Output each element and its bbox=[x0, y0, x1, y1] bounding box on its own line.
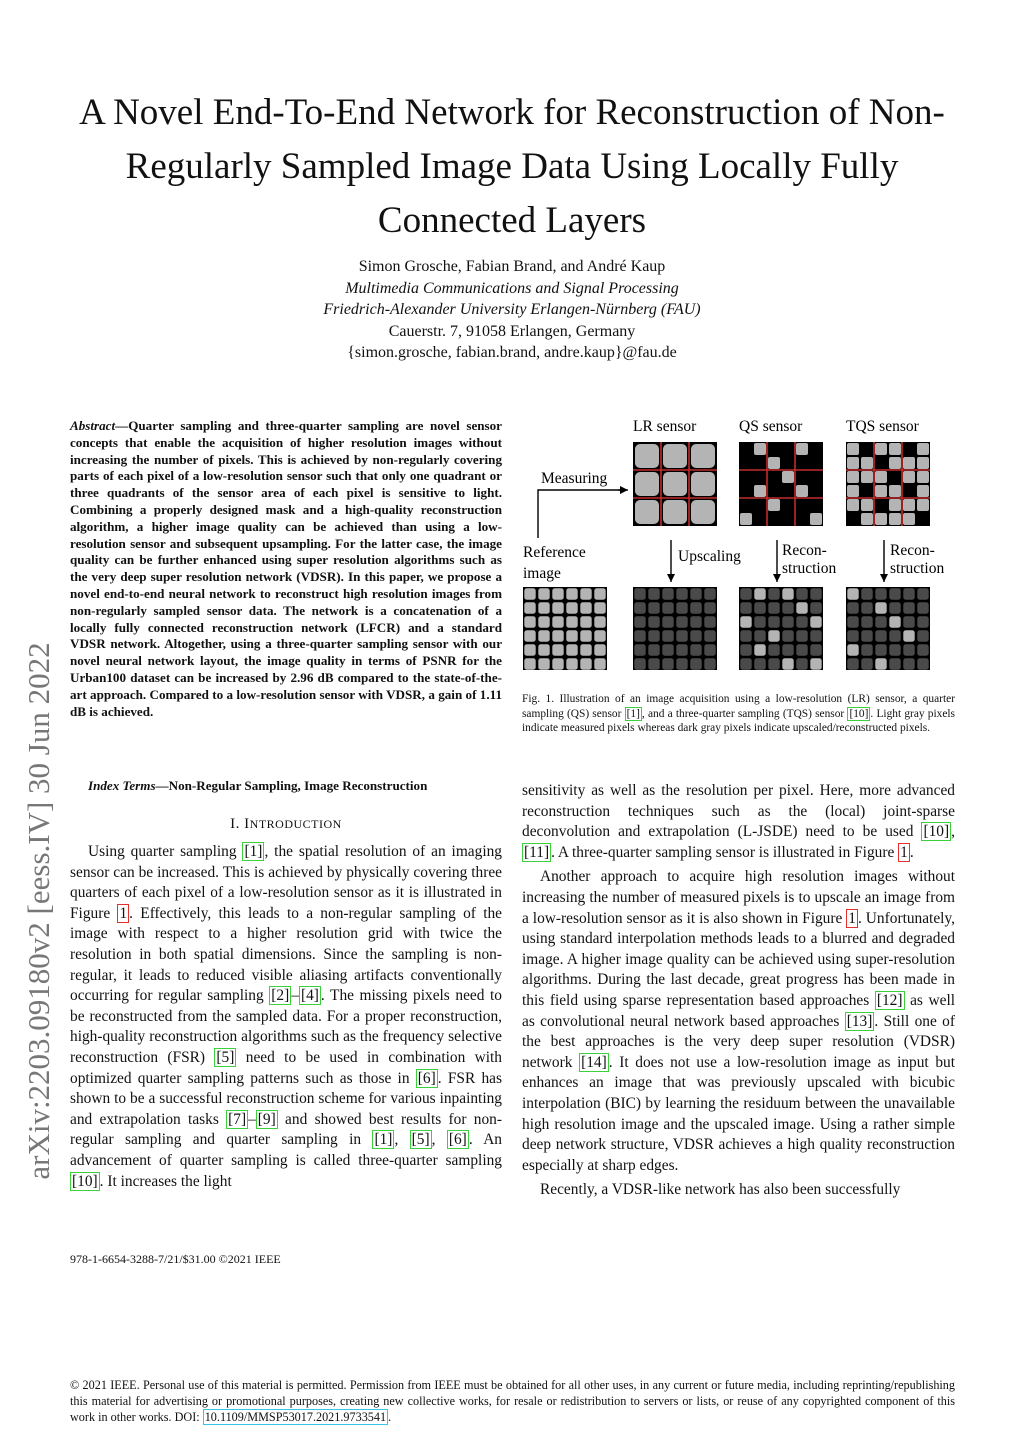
reconstruction-arrow-tqs-head bbox=[880, 574, 888, 582]
sensor-quadrant bbox=[754, 443, 766, 455]
lr-pixel bbox=[663, 444, 687, 468]
sensor-quadrant bbox=[847, 457, 859, 469]
output-pixel bbox=[810, 602, 821, 613]
output-pixel bbox=[796, 658, 807, 669]
doi-link[interactable]: 10.1109/MMSP53017.2021.9733541 bbox=[204, 1409, 387, 1424]
output-pixel bbox=[580, 616, 591, 627]
label-upscaling: Upscaling bbox=[678, 548, 741, 565]
sensor-quadrant bbox=[917, 485, 929, 497]
sensor-quadrant bbox=[847, 499, 859, 511]
output-pixel bbox=[754, 588, 765, 599]
sensor-quadrant bbox=[810, 513, 822, 525]
sensor-quadrant bbox=[875, 485, 887, 497]
output-pixel bbox=[594, 588, 605, 599]
output-pixel bbox=[648, 616, 659, 627]
output-pixel bbox=[740, 644, 751, 655]
output-pixel bbox=[704, 602, 715, 613]
output-pixel bbox=[566, 588, 577, 599]
output-pixel bbox=[768, 616, 779, 627]
output-pixel bbox=[662, 630, 673, 641]
output-pixel bbox=[740, 630, 751, 641]
label-reference-line1: Reference bbox=[523, 544, 586, 561]
output-pixel bbox=[768, 644, 779, 655]
output-pixel bbox=[810, 616, 821, 627]
output-pixel bbox=[782, 658, 793, 669]
output-pixel bbox=[704, 616, 715, 627]
output-pixel bbox=[634, 644, 645, 655]
output-pixel bbox=[917, 658, 928, 669]
output-pixel bbox=[740, 602, 751, 613]
output-pixel bbox=[634, 630, 645, 641]
output-pixel bbox=[847, 602, 858, 613]
output-pixel bbox=[704, 630, 715, 641]
output-pixel bbox=[796, 588, 807, 599]
lr-pixel bbox=[663, 472, 687, 496]
label-reconstruction-tqs-line1: Recon- bbox=[890, 542, 935, 559]
output-pixel bbox=[903, 658, 914, 669]
output-pixel bbox=[594, 644, 605, 655]
output-pixel bbox=[861, 588, 872, 599]
output-pixel bbox=[903, 630, 914, 641]
output-pixel bbox=[524, 658, 535, 669]
lr-pixel bbox=[635, 444, 659, 468]
output-pixel bbox=[847, 644, 858, 655]
output-pixel bbox=[552, 616, 563, 627]
sensor-quadrant bbox=[796, 485, 808, 497]
output-pixel bbox=[690, 630, 701, 641]
abstract-text: —Quarter sampling and three-quarter sampling are novel sensor concepts that enable the acquisition of higher resolution images without increasing the number of pixels. This is achieved by non-regularly covering parts of each pixel of a low-resolution sensor such that only one quadrant or three quadrants of the sensor area of each pixel is sensitive to light. Combining a properly designed mask and a high-quality reconstruction algorithm, a higher image quality can be achieved than using a low-resolution sensor and subsequent upsampling. For the latter case, the image quality can be further enhanced using super resolution algorithms such as the very deep super resolution network (VDSR). In this paper, we propose a novel end-to-end neural network to reconstruct high resolution images from non-regularly sampled sensor data. The network is a concatenation of a locally fully connected reconstruction network (LFCR) and a standard VDSR network. Altogether, using a three-quarter sampling sensor with our novel neural network layout, the image quality in terms of PSNR for the Urban100 dataset can be increased by 2.96 dB compared to the state-of-the-art approach. Compared to a low-resolution sensor with VDSR, a gain of 1.11 dB is achieved. bbox=[70, 418, 502, 719]
citation-link[interactable]: [11] bbox=[524, 843, 550, 861]
output-pixel bbox=[782, 616, 793, 627]
output-pixel bbox=[594, 602, 605, 613]
output-pixel bbox=[594, 616, 605, 627]
output-pixel bbox=[782, 644, 793, 655]
output-pixel bbox=[538, 602, 549, 613]
output-pixel bbox=[754, 658, 765, 669]
figure-1 bbox=[518, 410, 958, 670]
label-lr-sensor: LR sensor bbox=[633, 418, 697, 435]
section-title-rest: NTRODUCTION bbox=[249, 817, 342, 831]
output-pixel bbox=[704, 658, 715, 669]
author-block bbox=[60, 256, 964, 364]
output-pixel bbox=[648, 630, 659, 641]
output-pixel bbox=[662, 644, 673, 655]
citation-link[interactable]: [12] bbox=[876, 991, 903, 1009]
output-pixel bbox=[754, 644, 765, 655]
output-pixel bbox=[580, 588, 591, 599]
output-grid-panel bbox=[739, 587, 823, 670]
output-pixel bbox=[768, 658, 779, 669]
output-pixel bbox=[875, 658, 886, 669]
sensor-quadrant bbox=[875, 513, 887, 525]
output-pixel bbox=[594, 658, 605, 669]
output-pixel bbox=[690, 616, 701, 627]
label-tqs-sensor: TQS sensor bbox=[846, 418, 919, 435]
citation-link[interactable]: [13] bbox=[846, 1012, 873, 1030]
sensor-quadrant bbox=[754, 485, 766, 497]
output-pixel bbox=[847, 588, 858, 599]
output-pixel bbox=[634, 658, 645, 669]
output-pixel bbox=[538, 616, 549, 627]
output-pixel bbox=[662, 602, 673, 613]
sensor-quadrant bbox=[875, 443, 887, 455]
measuring-arrow-tip-head bbox=[620, 486, 628, 494]
sensor-quadrant bbox=[917, 499, 929, 511]
output-pixel bbox=[552, 658, 563, 669]
output-pixel bbox=[524, 644, 535, 655]
output-pixel bbox=[861, 644, 872, 655]
figure-link[interactable]: 1 bbox=[119, 904, 128, 922]
label-measuring: Measuring bbox=[541, 470, 608, 487]
output-pixel bbox=[662, 588, 673, 599]
lr-pixel bbox=[691, 444, 715, 468]
output-pixel bbox=[754, 630, 765, 641]
output-pixel bbox=[690, 602, 701, 613]
output-pixel bbox=[917, 602, 928, 613]
output-pixel bbox=[552, 630, 563, 641]
output-pixel bbox=[847, 658, 858, 669]
citation-link[interactable]: [6] bbox=[417, 1069, 436, 1087]
citation-link[interactable]: [7] bbox=[228, 1110, 247, 1128]
sensor-quadrant bbox=[889, 443, 901, 455]
output-pixel bbox=[903, 616, 914, 627]
label-reconstruction-qs-line1: Recon- bbox=[782, 542, 827, 559]
output-pixel bbox=[768, 588, 779, 599]
output-pixel bbox=[796, 630, 807, 641]
citation-link[interactable]: [10] bbox=[72, 1172, 98, 1190]
output-pixel bbox=[634, 588, 645, 599]
label-qs-sensor: QS sensor bbox=[739, 418, 803, 435]
sensor-quadrant bbox=[861, 513, 873, 525]
output-pixel bbox=[662, 616, 673, 627]
sensor-quadrant bbox=[768, 499, 780, 511]
output-pixel bbox=[690, 644, 701, 655]
output-pixel bbox=[796, 644, 807, 655]
output-pixel bbox=[810, 644, 821, 655]
output-pixel bbox=[889, 644, 900, 655]
output-pixel bbox=[782, 602, 793, 613]
output-pixel bbox=[847, 616, 858, 627]
affiliation-address: Cauerstr. 7, 91058 Erlangen, Germany bbox=[388, 322, 636, 340]
tqs-sensor-panel bbox=[846, 442, 930, 526]
output-pixel bbox=[847, 630, 858, 641]
index-terms-lead: Index Terms bbox=[88, 778, 156, 793]
output-pixel bbox=[552, 644, 563, 655]
output-pixel bbox=[861, 616, 872, 627]
output-pixel bbox=[903, 644, 914, 655]
output-pixel bbox=[754, 616, 765, 627]
output-pixel bbox=[524, 602, 535, 613]
output-pixel bbox=[676, 644, 687, 655]
output-pixel bbox=[810, 630, 821, 641]
output-pixel bbox=[648, 658, 659, 669]
output-grid-panel bbox=[633, 587, 717, 670]
output-pixel bbox=[566, 658, 577, 669]
output-pixel bbox=[676, 588, 687, 599]
right-column-text: sensitivity as well as the resolution per pixel. Here, more advanced reconstruction techniques such as the (local) joint-sparse deconvolution and extrapolation (L-JSDE) need to be used [10] , [11] . A three-quarter sampling sensor is illustrated in Figure 1 . Another approach to acquire high resolution images without increasing the number of measured pixels is to upscale an image from a low-resolution sensor as it is also shown in Figure 1 . Unfortunately, using standard interpolation methods leads to a blurred and degraded image. A higher image quality can be achieved using super-resolution algorithms. During the last decade, great progress has been made in this field using sparse representation based approaches [12] as well as convolutional neural network based approaches [13] . Still one of the best approaches is the very deep super resolution (VDSR) network [14] . It does not use a low-resolution image as input but enhances an image that was previously upscaled with bicubic interpolation (BIC) by learning the residuum between the unavailable high resolution image and the upscaled image. Using a rather simple deep network structure, VDSR achieves a high quality reconstruction especially at sharp edges. Recently, a VDSR-like network has also been successfully bbox=[522, 781, 955, 1201]
citation-link[interactable]: [1] bbox=[626, 707, 640, 720]
sensor-quadrant bbox=[796, 443, 808, 455]
output-pixel bbox=[566, 630, 577, 641]
section-heading-introduction bbox=[70, 816, 502, 833]
citation-link[interactable]: [5] bbox=[216, 1048, 235, 1066]
output-pixel bbox=[810, 658, 821, 669]
reconstruction-arrow-qs-head bbox=[773, 574, 781, 582]
output-pixel bbox=[903, 602, 914, 613]
output-pixel bbox=[648, 644, 659, 655]
output-pixel bbox=[524, 616, 535, 627]
lr-pixel bbox=[691, 472, 715, 496]
citation-link[interactable]: [10] bbox=[923, 823, 950, 841]
output-pixel bbox=[889, 588, 900, 599]
output-pixel bbox=[704, 644, 715, 655]
citation-link[interactable]: [2] bbox=[271, 987, 290, 1005]
output-pixel bbox=[676, 630, 687, 641]
citation-link[interactable]: [1] bbox=[374, 1131, 393, 1149]
sensor-quadrant bbox=[847, 443, 859, 455]
output-pixel bbox=[690, 658, 701, 669]
sensor-quadrant bbox=[847, 485, 859, 497]
citation-link[interactable]: [5] bbox=[411, 1131, 430, 1149]
lr-pixel bbox=[635, 500, 659, 524]
figure-link[interactable]: 1 bbox=[900, 843, 908, 861]
output-pixel bbox=[782, 588, 793, 599]
output-pixel bbox=[875, 644, 886, 655]
output-pixel bbox=[861, 630, 872, 641]
qs-sensor-panel bbox=[739, 442, 823, 526]
output-pixel bbox=[676, 616, 687, 627]
sensor-quadrant bbox=[917, 471, 929, 483]
section-number: I. bbox=[230, 816, 245, 832]
output-pixel bbox=[594, 630, 605, 641]
section-title-initial: I bbox=[244, 816, 250, 832]
output-pixel bbox=[875, 602, 886, 613]
output-pixel bbox=[889, 602, 900, 613]
output-pixel bbox=[552, 602, 563, 613]
output-pixel bbox=[889, 630, 900, 641]
sensor-quadrant bbox=[768, 457, 780, 469]
sensor-quadrant bbox=[740, 513, 752, 525]
abstract bbox=[70, 418, 502, 720]
sensor-quadrant bbox=[889, 499, 901, 511]
output-grid-panel bbox=[523, 587, 607, 670]
output-pixel bbox=[740, 588, 751, 599]
paragraph-3: Recently, a VDSR-like network has also been successfully bbox=[540, 1181, 901, 1199]
output-pixel bbox=[538, 630, 549, 641]
output-pixel bbox=[538, 644, 549, 655]
lr-pixel bbox=[691, 500, 715, 524]
output-pixel bbox=[754, 602, 765, 613]
output-pixel bbox=[796, 602, 807, 613]
output-pixel bbox=[648, 588, 659, 599]
output-pixel bbox=[917, 588, 928, 599]
output-pixel bbox=[690, 588, 701, 599]
sensor-quadrant bbox=[903, 499, 915, 511]
output-pixel bbox=[903, 588, 914, 599]
figure-1-caption: Fig. 1. Illustration of an image acquisition using a low-resolution (LR) sensor, a quarter sampling (QS) sensor [1] , and a three-quarter sampling (TQS) sensor [10] . Light gray pixels indicate measured pixels whereas dark gray pixels indicate upscaled/reconstructed pixels. bbox=[522, 693, 955, 735]
output-pixel bbox=[917, 644, 928, 655]
sensor-quadrant bbox=[889, 513, 901, 525]
output-pixel bbox=[875, 616, 886, 627]
label-reference-line2: image bbox=[523, 565, 561, 582]
sensor-quadrant bbox=[903, 513, 915, 525]
output-pixel bbox=[889, 658, 900, 669]
sensor-quadrant bbox=[903, 457, 915, 469]
sensor-quadrant bbox=[903, 471, 915, 483]
citation-link[interactable]: [10] bbox=[849, 707, 869, 720]
output-pixel bbox=[861, 658, 872, 669]
label-reconstruction-tqs-line2: struction bbox=[890, 560, 945, 577]
output-pixel bbox=[875, 588, 886, 599]
label-reconstruction-qs-line2: struction bbox=[782, 560, 837, 577]
affiliation-dept: Multimedia Communications and Signal Processing bbox=[345, 279, 679, 297]
output-pixel bbox=[538, 658, 549, 669]
citation-link[interactable]: [6] bbox=[448, 1131, 467, 1149]
output-pixel bbox=[676, 602, 687, 613]
output-pixel bbox=[580, 630, 591, 641]
citation-link[interactable]: [1] bbox=[244, 843, 263, 860]
sensor-quadrant bbox=[861, 471, 873, 483]
output-pixel bbox=[524, 588, 535, 599]
output-pixel bbox=[580, 658, 591, 669]
upscaling-arrow-head bbox=[667, 574, 675, 582]
sensor-quadrant bbox=[917, 443, 929, 455]
output-grid-panel bbox=[846, 587, 930, 670]
output-pixel bbox=[676, 658, 687, 669]
output-pixel bbox=[740, 658, 751, 669]
sensor-quadrant bbox=[889, 457, 901, 469]
lr-pixel bbox=[635, 472, 659, 496]
isbn-footer: 978-1-6654-3288-7/21/$31.00 ©2021 IEEE bbox=[70, 1252, 281, 1266]
output-pixel bbox=[889, 616, 900, 627]
output-pixel bbox=[796, 616, 807, 627]
copyright-notice: © 2021 IEEE. Personal use of this material is permitted. Permission from IEEE must be obtained for all other uses, in any current or future media, including reprinting/republishing this material for advertising or promotional purposes, creating new collective works, for resale or redistribution to servers or lists, or reuse of any copyrighted component of this work in other works. DOI: 10.1109/MMSP53017.2021.9733541 . bbox=[70, 1378, 955, 1424]
output-pixel bbox=[740, 616, 751, 627]
author-names: Simon Grosche, Fabian Brand, and André Kaup bbox=[358, 258, 666, 275]
output-pixel bbox=[524, 630, 535, 641]
sensor-quadrant bbox=[861, 457, 873, 469]
output-pixel bbox=[768, 602, 779, 613]
output-pixel bbox=[861, 602, 872, 613]
arxiv-identifier: arXiv:2203.09180v2 [eess.IV] 30 Jun 2022 bbox=[21, 642, 56, 1180]
output-pixel bbox=[634, 602, 645, 613]
paper-title: A Novel End-To-End Network for Reconstruction of Non-Regularly Sampled Image Data Using Locally Fully Connected Layers bbox=[79, 92, 945, 241]
output-pixel bbox=[917, 630, 928, 641]
arxiv-sidebar bbox=[16, 446, 62, 1376]
sensor-quadrant bbox=[917, 457, 929, 469]
figure-link[interactable]: 1 bbox=[848, 909, 856, 927]
citation-link[interactable]: [9] bbox=[257, 1110, 276, 1128]
introduction-text: Using quarter sampling [1] , the spatial resolution of an imaging sensor can be increased. This is achieved by physically covering three quarters of each pixel of a low-resolution sensor as it is illustrated in Figure 1 . Effectively, this leads to a non-regular sampling of the image with respect to a higher resolution grid with twice the resolution in both spatial dimensions. Since the sampling is non-regular, it leads to reduced visible aliasing artifacts conventionally occurring for regular sampling [2] – [4] . The missing pixels need to be reconstructed from the sampled data. For a proper reconstruction, high-quality reconstruction algorithms such as the frequency selective reconstruction (FSR) [5] need to be used in combination with optimized quarter sampling patterns such as those in [6] . FSR has shown to be a successful reconstruction scheme for various inpainting and extrapolation tasks [7] – [9] and showed best results for non-regular sampling and quarter sampling in [1] , [5] , [6] . An advancement of quarter sampling is called three-quarter sampling [10] . It increases the light bbox=[70, 843, 502, 1190]
index-terms-text: —Non-Regular Sampling, Image Reconstruction bbox=[155, 778, 428, 793]
lr-pixel bbox=[663, 500, 687, 524]
output-pixel bbox=[782, 630, 793, 641]
index-terms bbox=[70, 778, 502, 795]
sensor-quadrant bbox=[889, 485, 901, 497]
output-pixel bbox=[917, 616, 928, 627]
output-pixel bbox=[566, 616, 577, 627]
sensor-quadrant bbox=[847, 471, 859, 483]
output-pixel bbox=[768, 630, 779, 641]
affiliation-university: Friedrich-Alexander University Erlangen-Nürnberg (FAU) bbox=[323, 301, 701, 318]
output-pixel bbox=[704, 588, 715, 599]
output-pixel bbox=[552, 588, 563, 599]
output-pixel bbox=[566, 602, 577, 613]
output-pixel bbox=[634, 616, 645, 627]
citation-link[interactable]: [14] bbox=[581, 1053, 607, 1071]
output-pixel bbox=[580, 644, 591, 655]
sensor-quadrant bbox=[782, 471, 794, 483]
author-emails: {simon.grosche, fabian.brand, andre.kaup}@fau.de bbox=[347, 344, 677, 361]
output-pixel bbox=[662, 658, 673, 669]
sensor-quadrant bbox=[861, 499, 873, 511]
output-pixel bbox=[810, 588, 821, 599]
output-pixel bbox=[566, 644, 577, 655]
abstract-lead: Abstract bbox=[70, 418, 116, 433]
output-pixel bbox=[875, 630, 886, 641]
output-pixel bbox=[648, 602, 659, 613]
output-pixel bbox=[538, 588, 549, 599]
sensor-quadrant bbox=[875, 471, 887, 483]
output-pixel bbox=[580, 602, 591, 613]
measuring-arrow bbox=[538, 490, 620, 538]
citation-link[interactable]: [4] bbox=[300, 987, 319, 1005]
